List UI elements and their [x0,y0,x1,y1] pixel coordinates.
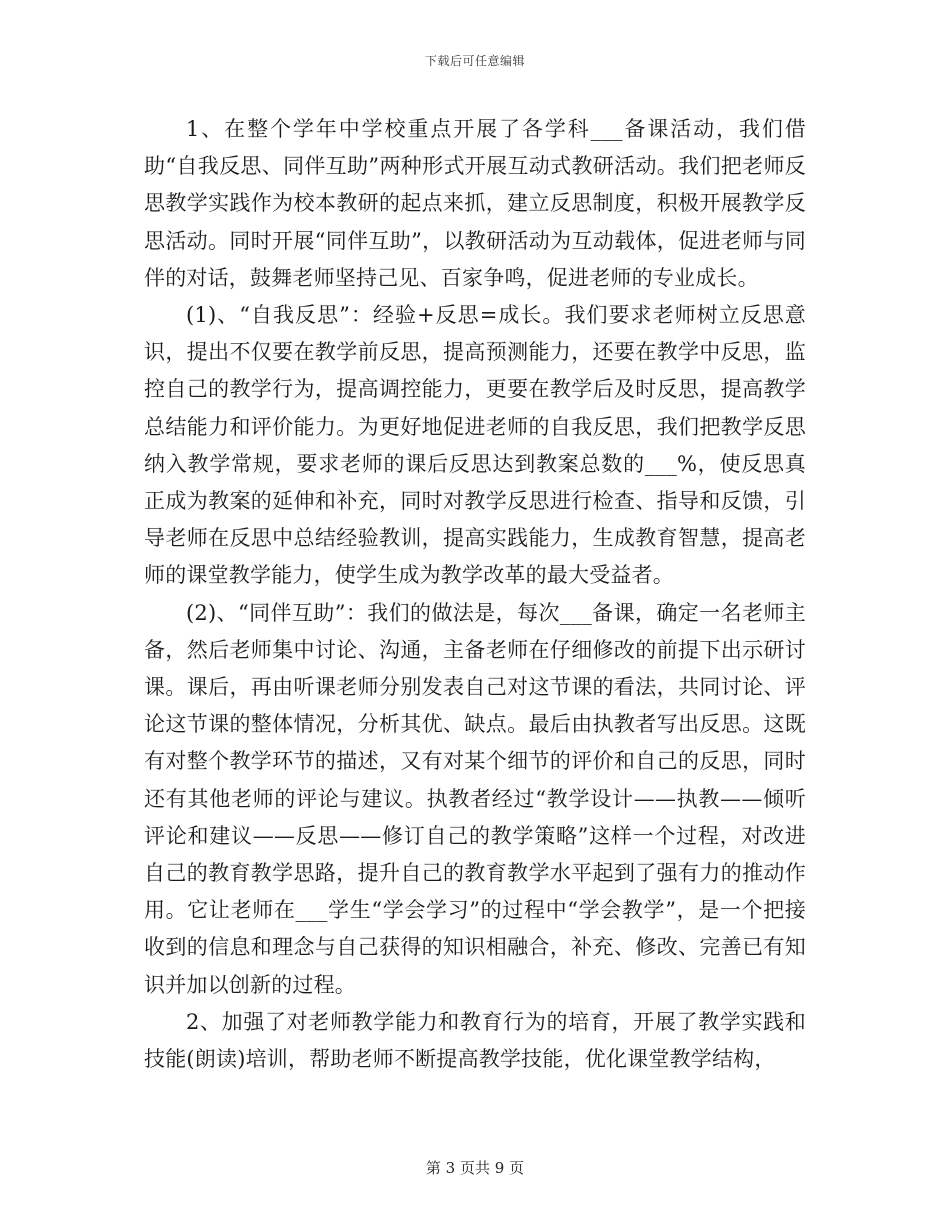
paragraph-2: 2、加强了对老师教学能力和教育行为的培育，开展了教学实践和技能(朗读)培训，帮助老师不断提高教学技能，优化课堂教学结构， [144,1009,806,1072]
document-body [144,111,806,1078]
page-number: 第 3 页共 9 页 [425,1159,525,1177]
paragraph-self-reflection: (1)、“自我反思”：经验+反思=成长。我们要求老师树立反思意识，提出不仅要在教学前反思，提高预测能力，还要在教学中反思，监控自己的教学行为，提高调控能力，更要在教学后及时反思，提高教学总结能力和评价能力。为更好地促进老师的自我反思，我们把教学反思纳入教学常规，要求老师的课后反思达到教案总数的___%，使反思真正成为教案的延伸和补充，同时对教学反思进行检查、指导和反馈，引导老师在反思中总结经验教训，提高实践能力，生成教育智慧，提高老师的课堂教学能力，使学生成为教学改革的最大受益者。 [144,303,806,588]
paragraph-peer-support: (2)、“同伴互助”：我们的做法是，每次___备课，确定一名老师主备，然后老师集中讨论、沟通，主备老师在仔细修改的前提下出示研讨课。课后，再由听课老师分别发表自己对这节课的看法，共同讨论、评论这节课的整体情况，分析其优、缺点。最后由执教者写出反思。这既有对整个教学环节的描述，又有对某个细节的评价和自己的反思，同时还有其他老师的评论与建议。执教者经过“教学设计——执教——倾听评论和建议——反思——修订自己的教学策略”这样一个过程，对改进自己的教育教学思路，提升自己的教育教学水平起到了强有力的推动作用。它让老师在___学生“学会学习”的过程中“学会教学”，是一个把接收到的信息和理念与自己获得的知识相融合，补充、修改、完善已有知识并加以创新的过程。 [144,600,806,997]
page-header: 下载后可任意编辑 [424,54,525,68]
paragraph-1: 1、在整个学年中学校重点开展了各学科___备课活动，我们借助“自我反思、同伴互助”两种形式开展互动式教研活动。我们把老师反思教学实践作为校本教研的起点来抓，建立反思制度，积极开展教学反思活动。同时开展“同伴互助”，以教研活动为互动载体，促进老师与同伴的对话，鼓舞老师坚持己见、百家争鸣，促进老师的专业成长。 [144,117,806,290]
